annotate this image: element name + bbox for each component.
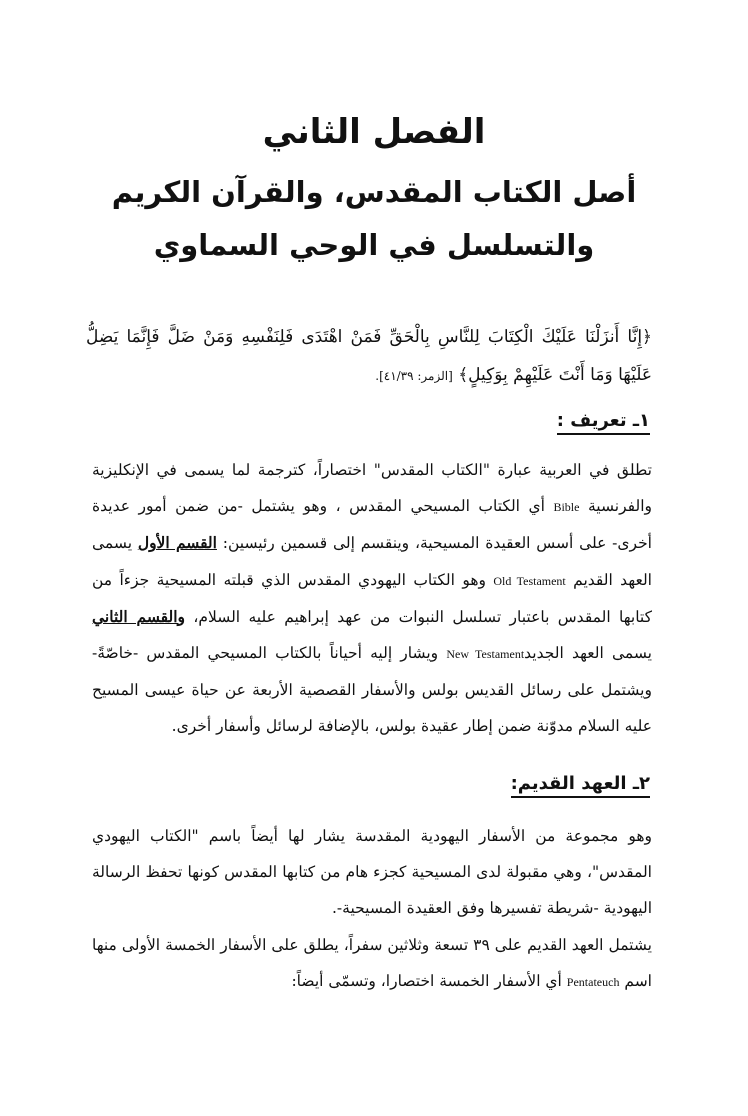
text-run: أي الكتاب المسيحي المقدس ، وهو يشتمل -من ضمن أمور عديدة أخرى- على أسس العقيدة المسيحية، وينقسم إلى قسمين رئيسين: [92, 497, 652, 553]
paragraph-definition [92, 452, 652, 745]
text-run: يسمى العهد القديم [92, 534, 652, 589]
chapter-label: الفصل الثاني [262, 112, 486, 152]
paragraph-old-testament-intro: وهو مجموعة من الأسفار اليهودية المقدسة يشار لها أيضاً باسم "الكتاب اليهودي المقدس"، وهي مقبولة لدى المسيحية كجزء هام من كتابها المقدس كونها تحفظ الرسالة اليهودية -شريطة تفسيرها وفق العقيدة المسيحية-. [92, 827, 652, 918]
verse-text: ﴿إِنَّا أَنزَلْنَا عَلَيْكَ الْكِتَابَ لِلنَّاسِ بِالْحَقِّ فَمَنْ اهْتَدَى فَلِنَفْسِهِ وَمَنْ ضَلَّ فَإِنَّمَا يَضِلُّ عَلَيْهَا وَمَا أَنْتَ عَلَيْهِمْ بِوَكِيلٍ﴾ [86, 327, 652, 385]
text-run: أي الأسفار الخمسة اختصارا، وتسمّى أيضاً: [291, 972, 567, 991]
text-run: يشتمل العهد القديم على ٣٩ تسعة وثلاثين سفراً، يطلق على الأسفار الخمسة الأولى منها اسم [92, 936, 652, 991]
section-heading-definition: ١ـ تعريف : [557, 410, 650, 435]
quran-verse [86, 318, 652, 395]
text-run: تطلق في العربية عبارة "الكتاب المقدس" اختصاراً، كترجمة لما يسمى في الإنكليزية والفرنسية [92, 461, 652, 516]
chapter-title-line2: والتسلسل في الوحي السماوي [153, 228, 595, 262]
term-part-one: القسم الأول [137, 533, 217, 553]
section-heading-old-testament: ٢ـ العهد القديم: [511, 773, 650, 798]
term-old-testament: Old Testament [493, 573, 566, 588]
term-pentateuch: Pentateuch [566, 975, 620, 990]
text-run: وهو الكتاب اليهودي المقدس الذي قبلته المسيحية جزءاً من كتابها المقدس باعتبار تسلسل النبوات من عهد إبراهيم عليه السلام، [92, 570, 652, 626]
term-part-two: والقسم الثاني [92, 606, 186, 626]
chapter-title-line1: أصل الكتاب المقدس، والقرآن الكريم [111, 175, 637, 209]
text-run: يسمى العهد الجديد [524, 644, 652, 663]
text-run: ويشار إليه أحياناً بالكتاب المسيحي المقدس -خاصّةً- ويشتمل على رسائل القديس بولس والأسفار القصصية الأربعة عن حياة عيسى المسيح عليه السلام مدوّنة ضمن إطار عقيدة بولس، بالإضافة لرسائل وأسفار أخرى. [92, 644, 652, 736]
verse-reference: [الزمر: ٤١/٣٩]. [375, 369, 453, 383]
paragraph-old-testament-books [92, 927, 652, 1000]
term-bible: Bible [553, 500, 580, 515]
term-new-testament: New Testament [446, 647, 525, 662]
